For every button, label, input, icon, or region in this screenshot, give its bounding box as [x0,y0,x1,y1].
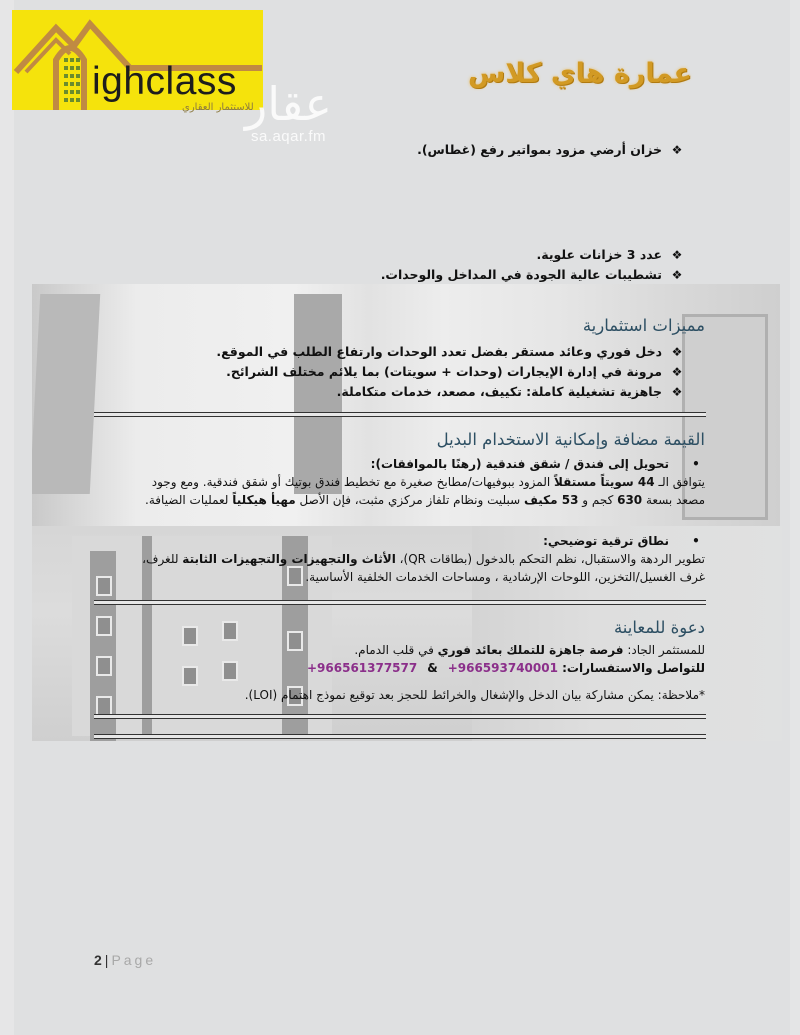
feature-item: ❖عدد 3 خزانات علوية. [537,245,688,265]
note-line: *ملاحظة: يمكن مشاركة بيان الدخل والإشغال والخرائط للحجز بعد توقيع نموذج اهتمام (LOI). [244,688,705,702]
window-shape [222,621,238,641]
value-item-title: •تحويل إلى فندق / شقق فندقية (رهنًا بالموافقات): [85,455,705,473]
value-item-line: تطوير الردهة والاستقبال، نظم التحكم بالدخول (بطاقات QR)، الأثاث والتجهيزات والتجهيزات الثابتة للغرف، [142,552,705,566]
section-divider [94,734,706,739]
section-heading-invite: دعوة للمعاينة [613,618,705,637]
diamond-bullet-icon: ❖ [671,365,683,379]
watermark-domain: sa.aqar.fm [250,128,326,145]
value-item-line: يتوافق الـ 44 سويتاً مستقلاً المزود ببوفيهات/مطابخ صغيرة مع تخطيط فندق بوتيك أو شقق فندقية. ومع وجود [151,475,705,489]
investment-item: ❖مرونة في إدارة الإيجارات (وحدات + سويتات) بما يلائم مختلف الشرائح. [226,362,688,382]
page-number: 2 [94,952,102,968]
value-item-title: •نطاق ترقية توضيحي: [85,532,705,550]
diamond-bullet-icon: ❖ [671,248,683,262]
page-footer [94,952,156,968]
value-item-line: غرف الغسيل/التخزين، اللوحات الإرشادية ، ومساحات الخدمات الخلفية الأساسية. [305,570,705,584]
phone-link-1[interactable]: +966561377577 [306,661,418,675]
bullet-dot-icon: • [692,457,700,471]
section-divider [94,600,706,605]
section-divider [94,412,706,417]
logo-wordmark: ighclass [92,60,237,103]
diamond-bullet-icon: ❖ [671,143,683,157]
section-divider [94,714,706,719]
watermark-arabic: عقار [245,77,332,131]
section-heading-value: القيمة مضافة وإمكانية الاستخدام البديل [436,430,705,449]
feature-item: ❖خزان أرضي مزود بمواتير رفع (غطاس). [417,140,688,160]
page-edge-left [0,0,14,1035]
invite-line: للمستثمر الجاد: فرصة جاهزة للتملك بعائد فوري في قلب الدمام. [354,643,705,657]
value-item-hotel [85,455,705,509]
phone-link-2[interactable]: +966593740001 [447,661,558,675]
section-heading-investment: مميزات استثمارية [582,316,705,335]
contact-line: للتواصل والاستفسارات: +966561377577 & +966593740001 [306,661,705,675]
diamond-bullet-icon: ❖ [671,345,683,359]
page-title: عمارة هاي كلاس [467,58,692,89]
value-item-line: مصعد بسعة 630 كجم و 53 مكيف سبليت ونظام تلفاز مركزي مثبت، فإن الأصل مهيأ هيكلياً لعمليات الضيافة. [145,493,705,507]
investment-item: ❖جاهزية تشغيلية كاملة: تكييف، مصعد، خدمات متكاملة. [337,382,688,402]
page-edge-right [790,0,800,1035]
window-shape [96,616,112,636]
value-item-upgrade [85,532,705,586]
page-label: Page [111,952,157,968]
aqar-watermark [245,77,332,145]
diamond-bullet-icon: ❖ [671,385,683,399]
highclass-logo [12,10,263,113]
footer-separator: | [104,952,109,968]
bullet-dot-icon: • [692,534,700,548]
feature-item: ❖تشطيبات عالية الجودة في المداخل والوحدات. [381,265,688,285]
diamond-bullet-icon: ❖ [671,268,683,282]
investment-item: ❖دخل فوري وعائد مستقر بفضل تعدد الوحدات وارتفاع الطلب في الموقع. [216,342,688,362]
logo-subtitle: للاستثمار العقاري [182,102,254,113]
